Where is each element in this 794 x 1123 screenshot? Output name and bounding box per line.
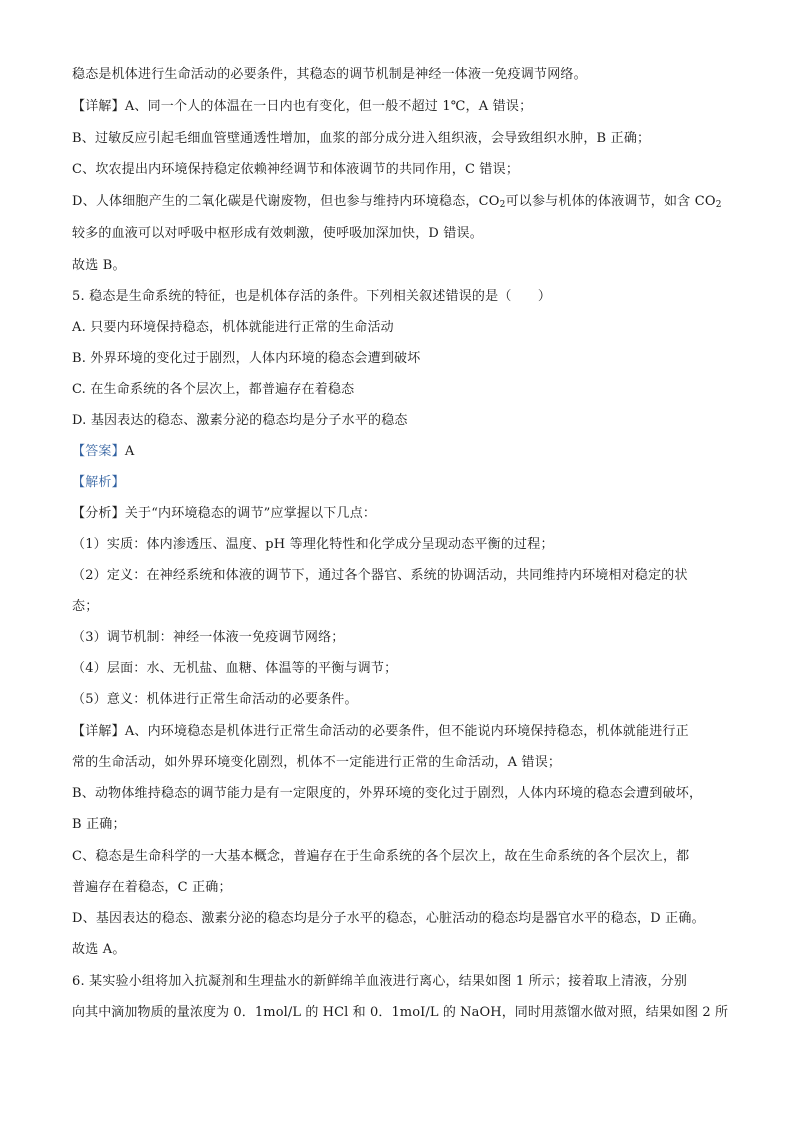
option-c: C. 在生命系统的各个层次上，都普遍存在着稳态 [72, 382, 355, 397]
answer-line: 【答案】A [72, 444, 135, 459]
answer-tag: 【答案】 [72, 444, 125, 459]
text-line: 故选 B。 [72, 258, 126, 273]
analysis-tag: 【解析】 [72, 475, 125, 490]
text-line: D、人体细胞产生的二氧化碳是代谢废物，但也参与维持内环境稳态，$CO_2$可以参与机体的体液调节，如含 $CO_2$ [72, 194, 722, 210]
text-line: 【分析】关于“内环境稳态的调节”应掌握以下几点： [72, 506, 377, 521]
text-line: D、基因表达的稳态、激素分泌的稳态均是分子水平的稳态，心脏活动的稳态均是器官水平的稳态，D 正确。 [72, 911, 705, 926]
text-line: 向其中滴加物质的量浓度为 0．1mol/L 的 HCl 和 0．1moI/L 的 NaOH，同时用蒸馏水做对照，结果如图 2 所 [72, 1005, 729, 1020]
text-line: 较多的血液可以对呼吸中枢形成有效刺激，使呼吸加深加快，D 错误。 [72, 226, 483, 241]
text-line: C、坎农提出内环境保持稳定依赖神经调节和体液调节的共同作用，C 错误； [72, 162, 520, 177]
option-d: D. 基因表达的稳态、激素分泌的稳态均是分子水平的稳态 [72, 413, 408, 428]
text-line: 故选 A。 [72, 942, 126, 957]
option-b: B. 外界环境的变化过于剧烈，人体内环境的稳态会遭到破坏 [72, 351, 421, 366]
analysis-heading [72, 471, 732, 495]
text-line: B 正确； [72, 817, 126, 832]
text-line: 【详解】A、内环境稳态是机体进行正常生命活动的必要条件，但不能说内环境保持稳态，机体就能进行正 [72, 724, 689, 739]
section-tag: 【详解】 [72, 99, 125, 114]
text-line: （1）实质：体内渗透压、温度、pH 等理化特性和化学成分呈现动态平衡的过程； [72, 537, 554, 552]
text-line: （3）调节机制：神经一体液一免疫调节网络； [72, 630, 345, 645]
text-line: 稳态是机体进行生命活动的必要条件，其稳态的调节机制是神经一体液一免疫调节网络。 [72, 67, 587, 82]
text-line: （5）意义：机体进行正常生命活动的必要条件。 [72, 692, 358, 707]
section-tag: 【详解】 [72, 724, 125, 739]
text-line: 普遍存在着稳态，C 正确； [72, 880, 232, 895]
section-tag: 【分析】 [72, 506, 125, 521]
question-stem: 5. 稳态是生命系统的特征，也是机体存活的条件。下列相关叙述错误的是（ ） [72, 289, 552, 304]
text-line: B、过敏反应引起毛细血管壁通透性增加，血浆的部分成分进入组织液，会导致组织水肿，B 正确； [72, 131, 651, 146]
question-stem: 6. 某实验小组将加入抗凝剂和生理盐水的新鲜绵羊血液进行离心，结果如图 1 所示；接着取上清液，分别 [72, 974, 688, 989]
text-line: 常的生命活动，如外界环境变化剧烈，机体不一定能进行正常的生命活动，A 错误； [72, 755, 562, 770]
text-line: 态； [72, 599, 99, 614]
text-line: B、动物体维持稳态的调节能力是有一定限度的，外界环境的变化过于剧烈，人体内环境的稳态会遭到破坏， [72, 786, 703, 801]
text-line: （4）层面：水、无机盐、血糖、体温等的平衡与调节； [72, 661, 398, 676]
option-a: A. 只要内环境保持稳态，机体就能进行正常的生命活动 [72, 320, 394, 335]
text-line: （2）定义：在神经系统和体液的调节下，通过各个器官、系统的协调活动，共同维持内环境相对稳定的状 [72, 568, 688, 583]
text-line: 【详解】A、同一个人的体温在一日内也有变化，但一般不超过 1℃，A 错误； [72, 99, 533, 114]
text-line: C、稳态是生命科学的一大基本概念，普遍存在于生命系统的各个层次上，故在生命系统的各个层次上，都 [72, 849, 690, 864]
